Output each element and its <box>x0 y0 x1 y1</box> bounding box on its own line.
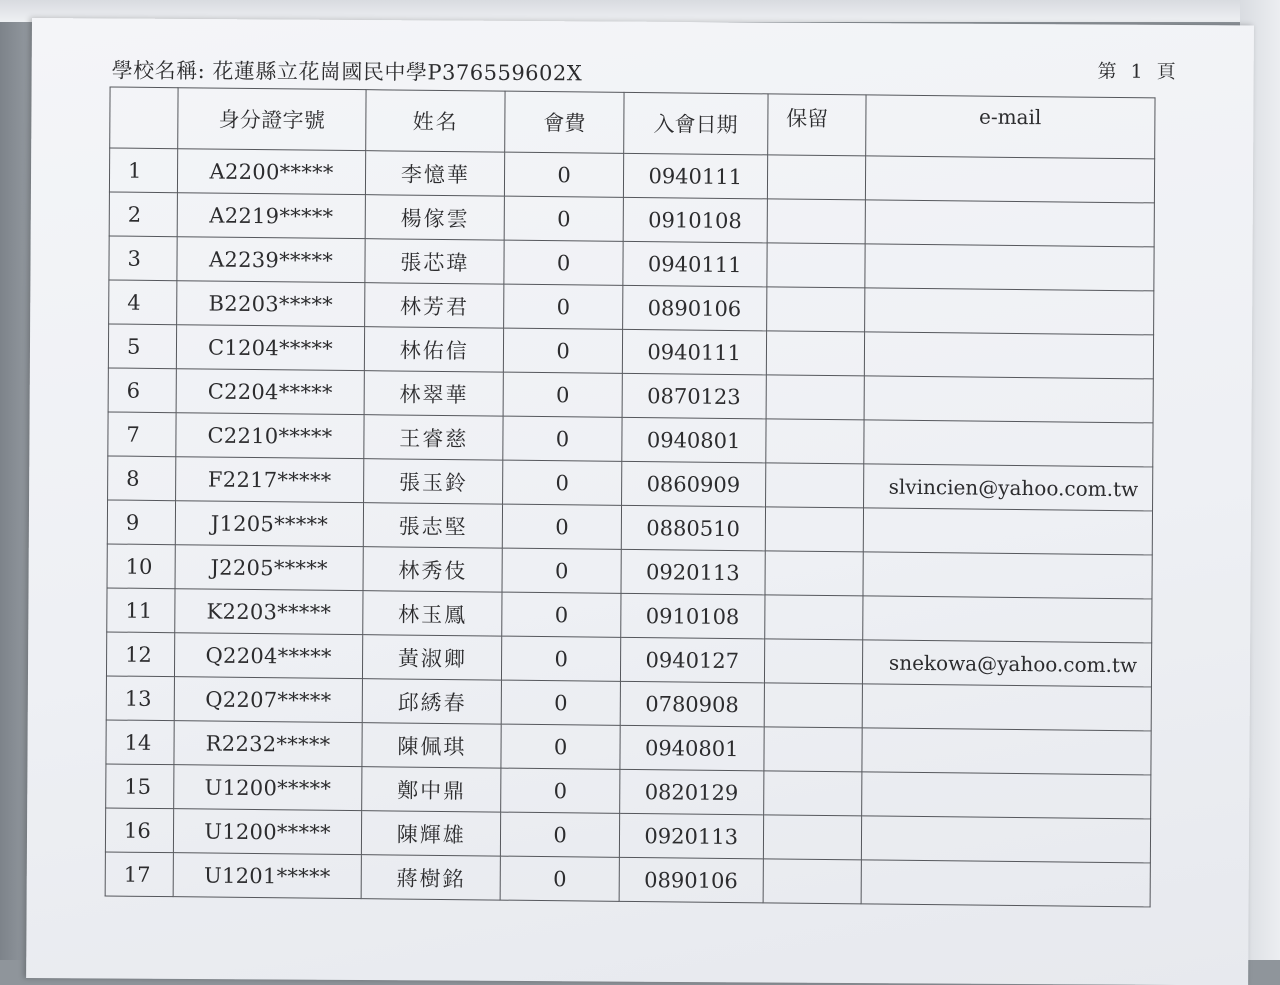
member-name: 鄭中鼎 <box>362 767 501 812</box>
membership-fee: 0 <box>501 768 620 813</box>
email-cell <box>862 552 1152 599</box>
id-number: C2210***** <box>176 413 365 459</box>
id-number: U1200***** <box>173 809 362 855</box>
document-header <box>112 54 1192 91</box>
reserved-cell <box>764 683 862 728</box>
email-cell: snekowa@yahoo.com.tw <box>862 640 1152 687</box>
membership-fee: 0 <box>502 592 621 637</box>
email-cell <box>861 860 1151 907</box>
member-name: 張志堅 <box>364 503 503 548</box>
join-date: 0920113 <box>619 813 763 859</box>
paper-sheet <box>26 18 1254 985</box>
join-date: 0890106 <box>619 857 763 903</box>
membership-fee: 0 <box>502 548 621 593</box>
row-index: 10 <box>107 544 175 589</box>
row-index: 8 <box>108 456 176 501</box>
member-name: 林佑信 <box>365 327 504 372</box>
row-index: 16 <box>105 808 173 853</box>
membership-fee: 0 <box>501 812 620 857</box>
id-number: R2232***** <box>174 721 363 767</box>
id-number: U1201***** <box>173 853 362 899</box>
email-cell <box>865 156 1155 203</box>
join-date: 0910108 <box>623 197 767 243</box>
col-header-email: e-mail <box>865 95 1155 159</box>
member-name: 林秀伎 <box>363 547 502 592</box>
reserved-cell <box>764 595 862 640</box>
reserved-cell <box>766 375 864 420</box>
membership-fee: 0 <box>502 680 621 725</box>
col-header-fee: 會費 <box>505 91 624 153</box>
email-cell <box>864 288 1154 335</box>
reserved-cell <box>763 771 861 816</box>
reserved-cell <box>765 507 863 552</box>
join-date: 0910108 <box>620 593 764 639</box>
join-date: 0940111 <box>622 329 766 375</box>
member-name: 張芯瑋 <box>365 239 504 284</box>
email-cell <box>864 332 1154 379</box>
id-number: J2205***** <box>175 545 364 591</box>
id-number: Q2204***** <box>174 633 363 679</box>
reserved-cell <box>764 727 862 772</box>
id-number: A2239***** <box>177 237 366 283</box>
membership-fee: 0 <box>503 460 622 505</box>
membership-fee: 0 <box>504 284 623 329</box>
member-name: 邱綉春 <box>362 679 501 724</box>
row-index: 17 <box>105 852 173 897</box>
reserved-cell <box>765 463 863 508</box>
reserved-cell <box>763 815 861 860</box>
reserved-cell <box>763 859 861 904</box>
reserved-cell <box>766 419 864 464</box>
join-date: 0820129 <box>619 769 763 815</box>
row-index: 1 <box>109 148 177 193</box>
email-cell <box>864 376 1154 423</box>
member-name: 張玉鈴 <box>364 459 503 504</box>
email-cell <box>862 596 1152 643</box>
id-number: C1204***** <box>176 325 365 371</box>
join-date: 0880510 <box>621 505 765 551</box>
join-date: 0940111 <box>623 153 767 199</box>
join-date: 0940801 <box>620 725 764 771</box>
membership-fee: 0 <box>503 416 622 461</box>
school-name: 學校名稱: 花蓮縣立花崗國民中學P376559602X <box>111 58 583 86</box>
id-number: U1200***** <box>174 765 363 811</box>
membership-fee: 0 <box>504 328 623 373</box>
join-date: 0920113 <box>621 549 765 595</box>
join-date: 0870123 <box>622 373 766 419</box>
row-index: 11 <box>107 588 175 633</box>
col-header-index <box>110 87 178 149</box>
membership-fee: 0 <box>501 724 620 769</box>
id-number: A2200***** <box>177 149 366 195</box>
email-cell <box>863 508 1153 555</box>
table-body <box>105 148 1155 907</box>
email-cell <box>863 420 1153 467</box>
row-index: 4 <box>109 280 177 325</box>
reserved-cell <box>767 155 865 200</box>
member-name: 林翠華 <box>364 371 503 416</box>
email-cell <box>861 816 1151 863</box>
col-header-name: 姓名 <box>366 90 506 152</box>
membership-fee: 0 <box>503 504 622 549</box>
id-number: J1205***** <box>175 501 364 547</box>
row-index: 15 <box>106 764 174 809</box>
member-name: 蔣樹銘 <box>361 855 500 900</box>
join-date: 0860909 <box>621 461 765 507</box>
membership-fee: 0 <box>501 856 620 901</box>
row-index: 3 <box>109 236 177 281</box>
join-date: 0890106 <box>622 285 766 331</box>
col-header-join-date: 入會日期 <box>623 92 767 155</box>
membership-fee: 0 <box>503 372 622 417</box>
row-index: 5 <box>108 324 176 369</box>
id-number: Q2207***** <box>174 677 363 723</box>
row-index: 9 <box>107 500 175 545</box>
email-cell: slvincien@yahoo.com.tw <box>863 464 1153 511</box>
col-header-id: 身分證字號 <box>178 88 367 151</box>
membership-fee: 0 <box>502 636 621 681</box>
email-cell <box>864 244 1154 291</box>
member-name: 楊傢雲 <box>365 195 504 240</box>
email-cell <box>861 728 1151 775</box>
reserved-cell <box>767 243 865 288</box>
member-name: 陳佩琪 <box>362 723 501 768</box>
join-date: 0780908 <box>620 681 764 727</box>
table-header-row <box>110 87 1155 159</box>
page-number: 第 1 頁 <box>1097 60 1180 84</box>
row-index: 14 <box>106 720 174 765</box>
member-table <box>105 86 1156 907</box>
id-number: K2203***** <box>175 589 364 635</box>
reserved-cell <box>766 331 864 376</box>
membership-fee: 0 <box>505 152 624 197</box>
email-cell <box>865 200 1155 247</box>
row-index: 13 <box>106 676 174 721</box>
email-cell <box>861 772 1151 819</box>
row-index: 12 <box>106 632 174 677</box>
email-cell <box>862 684 1152 731</box>
id-number: B2203***** <box>176 281 365 327</box>
id-number: C2204***** <box>176 369 365 415</box>
member-name: 林芳君 <box>365 283 504 328</box>
member-name: 李憶華 <box>366 151 505 196</box>
reserved-cell <box>766 287 864 332</box>
membership-fee: 0 <box>504 240 623 285</box>
member-name: 黃淑卿 <box>363 635 502 680</box>
reserved-cell <box>765 551 863 596</box>
id-number: A2219***** <box>177 193 366 239</box>
member-name: 王睿慈 <box>364 415 503 460</box>
id-number: F2217***** <box>175 457 364 503</box>
reserved-cell <box>767 199 865 244</box>
member-name: 陳輝雄 <box>362 811 501 856</box>
row-index: 2 <box>109 192 177 237</box>
member-name: 林玉鳳 <box>363 591 502 636</box>
reserved-cell <box>764 639 862 684</box>
row-index: 6 <box>108 368 176 413</box>
membership-fee: 0 <box>505 196 624 241</box>
join-date: 0940801 <box>622 417 766 463</box>
col-header-reserved: 保留 <box>767 94 865 156</box>
join-date: 0940111 <box>623 241 767 287</box>
row-index: 7 <box>108 412 176 457</box>
join-date: 0940127 <box>620 637 764 683</box>
